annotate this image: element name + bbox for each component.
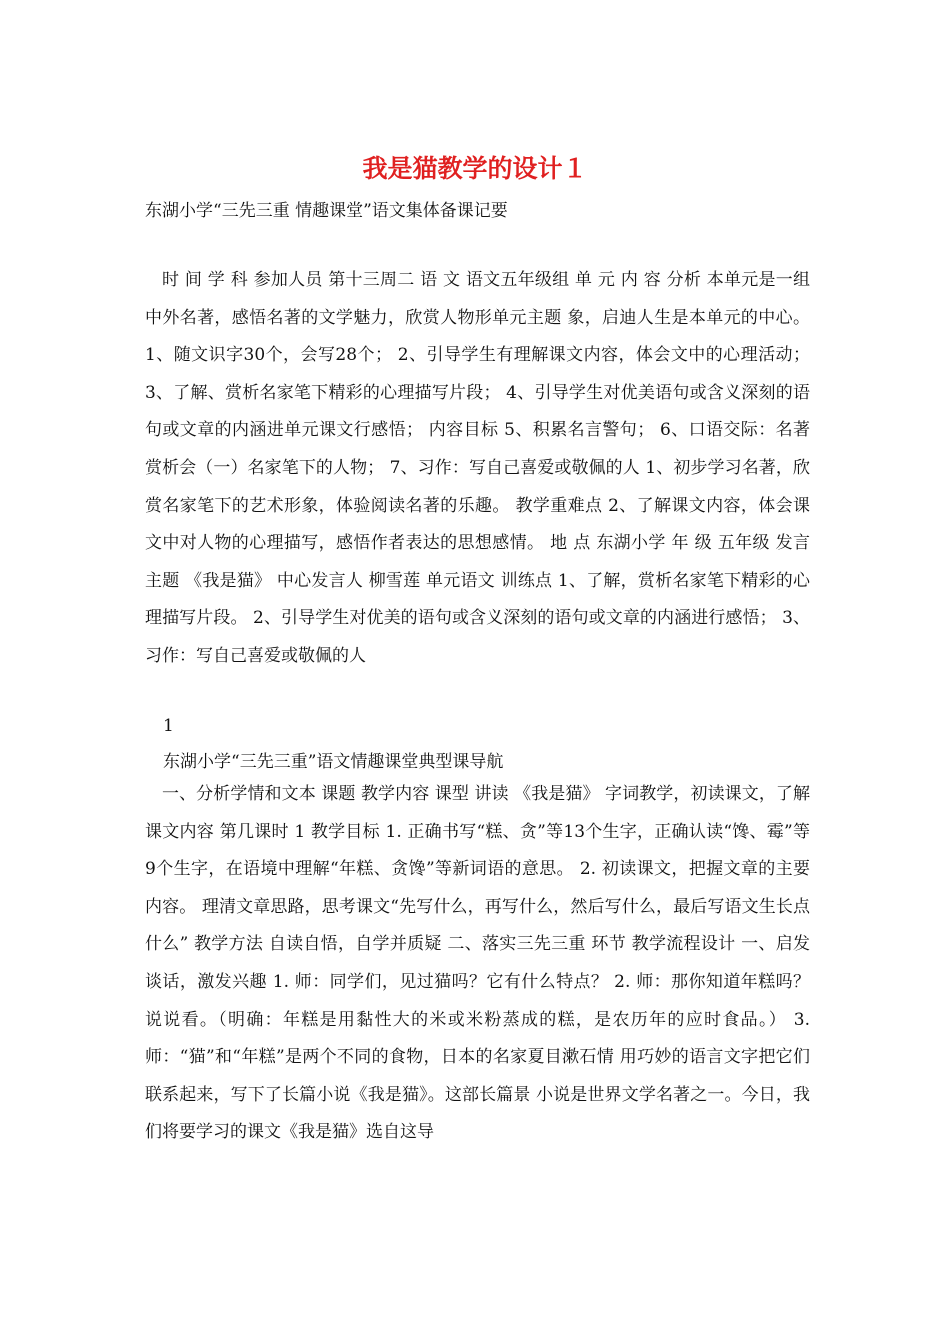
body-paragraph-2: 一、分析学情和文本 课题 教学内容 课型 讲读 《我是猫》 字词教学，初读课文，了解课文内容 第几课时 1 教学目标 1. 正确书写“糕、贪”等13个生字，正确认读“馋、霉”等9个生字，在语境中理解“年糕、贪馋”等新词语的意思。 2. 初读课文，把握文章的主要内容。 理清文章思路，思考课文“先写什么，再写什么，然后写什么，最后写语文生长点 什么” 教学方法 自读自悟，自学并质疑 二、落实三先三重 环节 教学流程设计 一、启发谈话，激发兴趣 1. 师：同学们，见过猫吗？它有什么特点？ 2. 师：那你知道年糕吗？说说看。（明确：年糕是用黏性大的米或米粉蒸成的糕，是农历年的应时食品。） 3. 师：“猫”和“年糕”是两个不同的食物，日本的名家夏目漱石情 用巧妙的语言文字把它们联系起来，写下了长篇小说《我是猫》。这部长篇景 小说是世界文学名著之一。今日，我们将要学习的课文《我是猫》选自这导 bbox=[145, 784, 810, 1143]
section-heading: 东湖小学“三先三重”语文情趣课堂典型课导航 bbox=[163, 752, 504, 772]
body-paragraph-1: 时 间 学 科 参加人员 第十三周二 语 文 语文五年级组 单 元 内 容 分析 本单元是一组中外名著，感悟名著的文学魅力，欣赏人物形单元主题 象，启迪人生是本单元的中心。 1、随文识字30个，会写28个； 2、引导学生有理解课文内容，体会文中的心理活动； 3、了解、赏析名家笔下精彩的心理描写片段； 4、引导学生对优美语句或含义深刻的语句或文章的内涵进单元课文行感悟； 内容目标 5、积累名言警句； 6、口语交际：名著赏析会（一）名家笔下的人物； 7、习作：写自己喜爱或敬佩的人 1、初步学习名著，欣赏名家笔下的艺术形象，体验阅读名著的乐趣。 教学重难点 2、了解课文内容，体会课文中对人物的心理描写，感悟作者表达的思想感情。 地 点 东湖小学 年 级 五年级 发言主题 《我是猫》 中心发言人 柳雪莲 单元语文 训练点 1、了解，赏析名家笔下精彩的心理描写片段。 2、引导学生对优美的语句或含义深刻的语句或文章的内涵进行感悟； 3、习作：写自己喜爱或敬佩的人 bbox=[145, 270, 810, 666]
document-subtitle: 东湖小学“三先三重 情趣课堂”语文集体备课记要 bbox=[145, 201, 508, 221]
document-title: 我是猫教学的设计１ bbox=[362, 154, 588, 183]
page-number: 1 bbox=[163, 716, 174, 736]
